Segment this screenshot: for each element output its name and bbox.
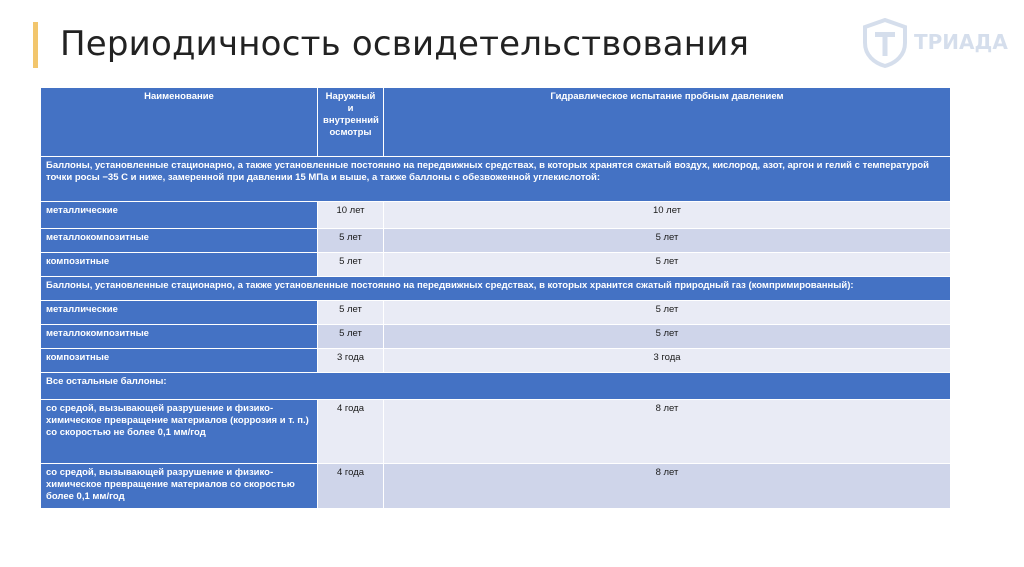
row-inspection: 5 лет xyxy=(318,325,384,349)
row-hydro: 3 года xyxy=(384,349,951,373)
row-inspection: 4 года xyxy=(318,464,384,509)
section-title: Баллоны, установленные стационарно, а также установленные постоянно на передвижных средствах, в которых хранятся сжатый воздух, кислород, азот, аргон и гелий с температурой точки росы −35 С и ниже, замеренной при давлении 15 МПа и выше, а также баллоны с обезвоженной углекислотой: xyxy=(41,157,951,202)
row-hydro: 5 лет xyxy=(384,325,951,349)
section-title: Все остальные баллоны: xyxy=(41,373,951,400)
row-name: металлические xyxy=(41,301,318,325)
section-title: Баллоны, установленные стационарно, а также установленные постоянно на передвижных средствах, в которых хранится сжатый природный газ (компримированный): xyxy=(41,277,951,301)
row-name: композитные xyxy=(41,349,318,373)
header-inspection: Наружный и внутренний осмотры xyxy=(318,88,384,157)
triada-logo xyxy=(862,18,1012,70)
logo-text: ТРИАДА xyxy=(914,30,1008,54)
row-inspection: 4 года xyxy=(318,400,384,464)
table-row xyxy=(41,229,951,253)
row-name: металлокомпозитные xyxy=(41,229,318,253)
row-hydro: 10 лет xyxy=(384,202,951,229)
table-row xyxy=(41,325,951,349)
row-hydro: 5 лет xyxy=(384,301,951,325)
row-inspection: 3 года xyxy=(318,349,384,373)
row-name: со средой, вызывающей разрушение и физико-химическое превращение материалов (коррозия и т. п.) со скоростью не более 0,1 мм/год xyxy=(41,400,318,464)
row-hydro: 5 лет xyxy=(384,253,951,277)
row-inspection: 5 лет xyxy=(318,253,384,277)
section-row xyxy=(41,373,951,400)
row-hydro: 8 лет xyxy=(384,464,951,509)
table-row xyxy=(41,202,951,229)
shield-icon xyxy=(862,18,908,68)
section-row xyxy=(41,157,951,202)
table-row xyxy=(41,301,951,325)
row-hydro: 8 лет xyxy=(384,400,951,464)
row-name: композитные xyxy=(41,253,318,277)
table-row xyxy=(41,400,951,464)
row-name: со средой, вызывающей разрушение и физико-химическое превращение материалов со скоростью более 0,1 мм/год xyxy=(41,464,318,509)
row-inspection: 5 лет xyxy=(318,229,384,253)
header-name: Наименование xyxy=(41,88,318,157)
table-header-row xyxy=(41,88,951,157)
page-title: Периодичность освидетельствования xyxy=(60,24,750,64)
row-name: металлокомпозитные xyxy=(41,325,318,349)
header-hydro: Гидравлическое испытание пробным давлением xyxy=(384,88,951,157)
row-inspection: 10 лет xyxy=(318,202,384,229)
table-row xyxy=(41,253,951,277)
table-row xyxy=(41,349,951,373)
table-row xyxy=(41,464,951,509)
inspection-table xyxy=(40,87,951,509)
title-accent-bar xyxy=(33,22,38,68)
row-hydro: 5 лет xyxy=(384,229,951,253)
section-row xyxy=(41,277,951,301)
row-name: металлические xyxy=(41,202,318,229)
row-inspection: 5 лет xyxy=(318,301,384,325)
